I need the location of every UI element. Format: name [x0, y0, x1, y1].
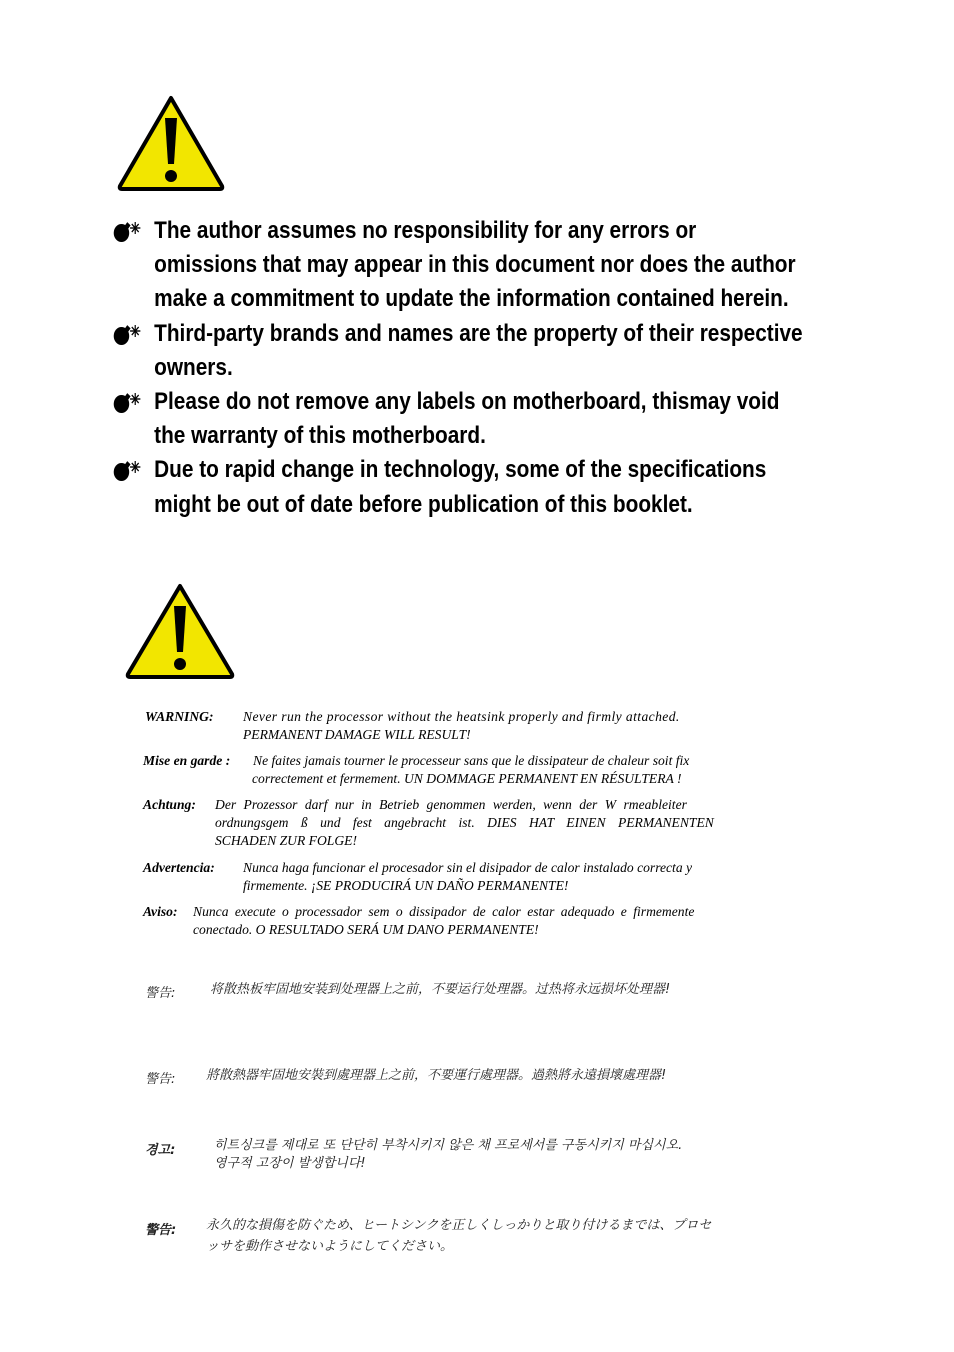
note-line: omissions that may appear in this document nor does the author — [154, 251, 796, 279]
warning-label: Mise en garde : — [143, 753, 231, 768]
bomb-icon — [112, 220, 143, 244]
warning-label: Advertencia: — [143, 860, 215, 875]
warning-text: firmemente. ¡SE PRODUCIRÁ UN DAÑO PERMANENTE! — [243, 878, 569, 893]
warning-text: Nunca execute o processador sem o dissipador de calor estar adequado e firmemente — [193, 904, 695, 919]
warning-text: Never run the processor without the heatsink properly and firmly attached. — [243, 709, 680, 724]
note-item — [112, 214, 894, 317]
warning-label: 警告: — [145, 986, 176, 1001]
note-line: The author assumes no responsibility for any errors or — [154, 217, 697, 244]
notes-list — [112, 214, 852, 522]
note-line: Please do not remove any labels on motherboard, thismay void — [154, 388, 780, 416]
warning-text-ko: 히트싱크를 제대로 또 단단히 부착시키지 않은 채 프로세서를 구동시키지 마십시오. — [214, 1138, 683, 1153]
warning-text: conectado. O RESULTADO SERÁ UM DANO PERMANENTE! — [193, 922, 539, 937]
warning-text: correctement et fermement. UN DOMMAGE PERMANENT EN RÉSULTERA ! — [252, 771, 682, 786]
warning-text: SCHADEN ZUR FOLGE! — [215, 833, 357, 848]
warning-label: 警告: — [145, 1223, 177, 1238]
note-line: owners. — [154, 353, 233, 381]
warning-label: Aviso: — [143, 904, 178, 919]
warning-triangle-icon — [116, 94, 226, 192]
note-line: might be out of date before publication of this booklet. — [154, 490, 693, 518]
warning-text-ko: 영구적 고장이 발생합니다! — [214, 1156, 366, 1171]
bomb-icon — [112, 323, 143, 347]
warning-text-zh-tw: 將散熱器牢固地安裝到處理器上之前，不要運行處理器。過熱將永遠損壞處理器! — [206, 1068, 667, 1083]
bomb-icon — [112, 391, 143, 415]
note-item — [112, 453, 894, 521]
warning-text: ordnungsgem ß und fest angebracht ist. DIES HAT EINEN PERMANENTEN — [215, 815, 714, 830]
warning-text: PERMANENT DAMAGE WILL RESULT! — [243, 727, 471, 742]
warning-text: Nunca haga funcionar el procesador sin el disipador de calor instalado correcta y — [243, 860, 693, 875]
warning-label: WARNING: — [145, 709, 214, 724]
note-line: the warranty of this motherboard. — [154, 422, 486, 450]
warning-text: Der Prozessor darf nur in Betrieb genommen werden, wenn der W rmeableiter — [215, 797, 687, 812]
warning-triangle-icon — [124, 582, 236, 680]
warning-text-zh-cn: 将散热板牢固地安装到处理器上之前，不要运行处理器。过热将永远损坏处理器! — [210, 982, 671, 997]
warning-label: Achtung: — [143, 797, 196, 812]
note-line: Third-party brands and names are the property of their respective — [154, 319, 803, 347]
note-line: make a commitment to update the information contained herein. — [154, 285, 789, 313]
warning-text-ja: 永久的な損傷を防ぐため、ヒートシンクを正しくしっかりと取り付けるまでは、プロセ — [206, 1218, 712, 1233]
bomb-icon — [112, 459, 143, 483]
warning-text: Ne faites jamais tourner le processeur sans que le dissipateur de chaleur soit fix — [253, 753, 690, 768]
note-item — [112, 385, 894, 453]
warning-text-ja: ッサを動作させないようにしてください。 — [206, 1239, 454, 1254]
warning-label: 警告: — [145, 1072, 176, 1087]
warning-label: 경고: — [145, 1143, 176, 1158]
note-item — [112, 317, 894, 385]
note-line: Due to rapid change in technology, some of the specifications — [154, 456, 767, 484]
